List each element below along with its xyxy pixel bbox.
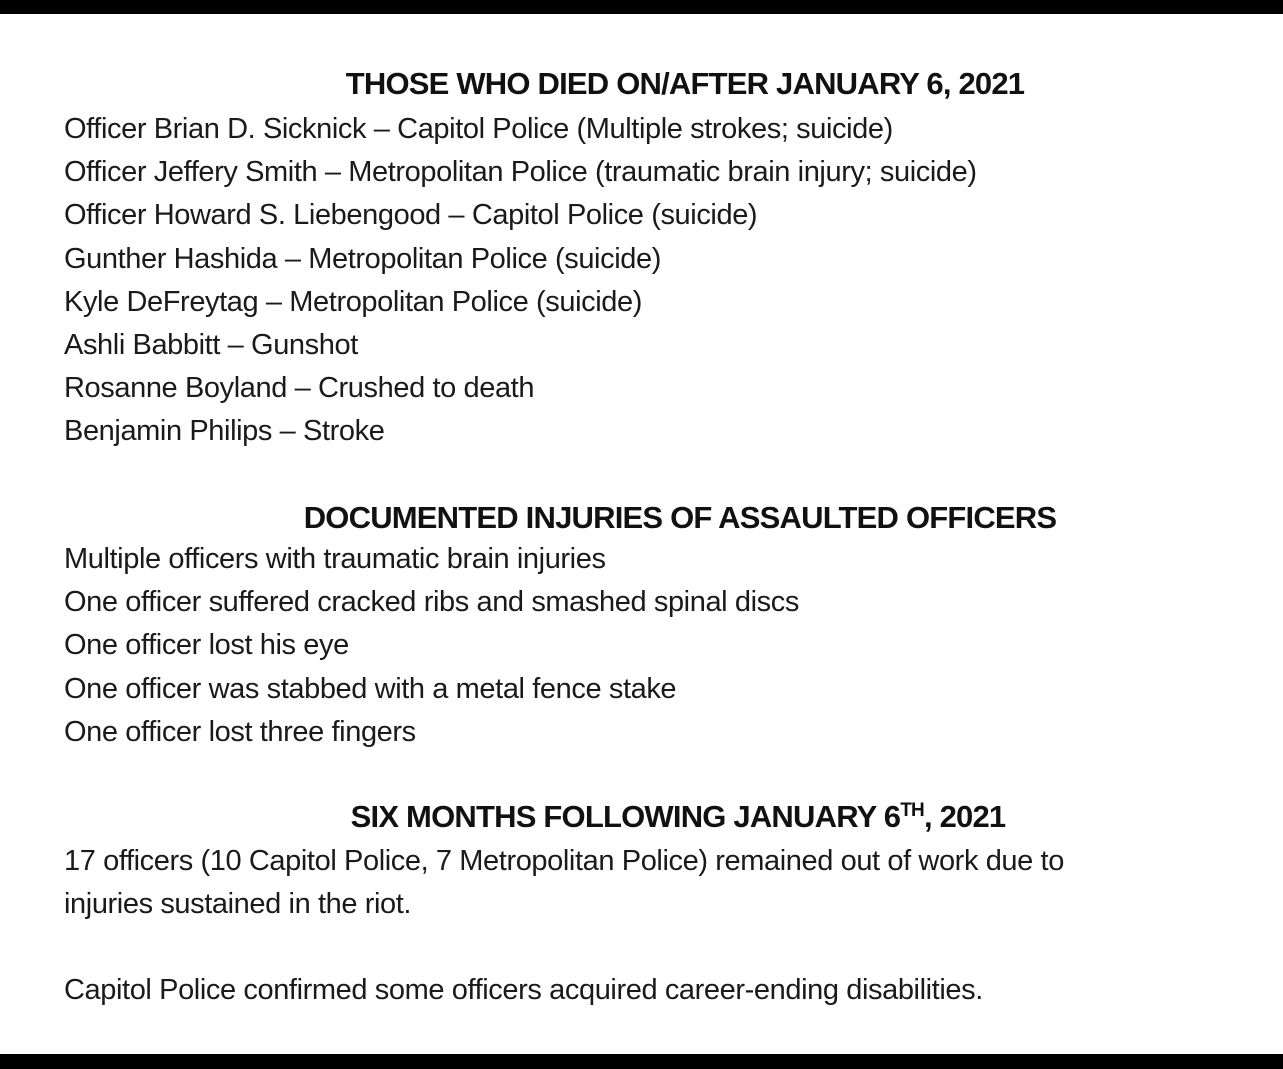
section-heading-six-months [248, 797, 1108, 842]
deaths-list [64, 108, 977, 454]
list-item: One officer lost three fingers [64, 715, 416, 748]
disabilities-paragraph: Capitol Police confirmed some officers acquired career-ending disabilities. [64, 974, 983, 1006]
list-item: One officer lost his eye [64, 629, 349, 662]
list-item: One officer was stabbed with a metal fence stake [64, 672, 677, 705]
section-heading-injuries: DOCUMENTED INJURIES OF ASSAULTED OFFICERS [303, 500, 1057, 535]
document-page [0, 14, 1283, 1054]
heading-year: , 2021 [923, 799, 1006, 834]
section-heading-deaths: THOSE WHO DIED ON/AFTER JANUARY 6, 2021 [345, 66, 1025, 101]
list-item: One officer suffered cracked ribs and smashed spinal discs [64, 586, 799, 619]
injuries-list [64, 538, 799, 754]
heading-text: SIX MONTHS FOLLOWING JANUARY 6 [350, 799, 901, 834]
list-item: Kyle DeFreytag – Metropolitan Police (suicide) [64, 285, 642, 318]
list-item: Officer Jeffery Smith – Metropolitan Police (traumatic brain injury; suicide) [64, 156, 977, 189]
paragraph-line: injuries sustained in the riot. [64, 888, 412, 920]
list-item: Gunther Hashida – Metropolitan Police (suicide) [64, 242, 661, 275]
list-item: Officer Brian D. Sicknick – Capitol Police (Multiple strokes; suicide) [64, 113, 893, 145]
paragraph-line: 17 officers (10 Capitol Police, 7 Metropolitan Police) remained out of work due to [64, 845, 1064, 877]
list-item: Rosanne Boyland – Crushed to death [64, 372, 535, 405]
ordinal-superscript: TH [900, 800, 924, 821]
list-item: Multiple officers with traumatic brain injuries [64, 543, 606, 575]
list-item: Officer Howard S. Liebengood – Capitol Police (suicide) [64, 199, 758, 232]
list-item: Ashli Babbitt – Gunshot [64, 328, 358, 361]
list-item: Benjamin Philips – Stroke [64, 415, 385, 448]
six-months-paragraph [64, 840, 1064, 926]
